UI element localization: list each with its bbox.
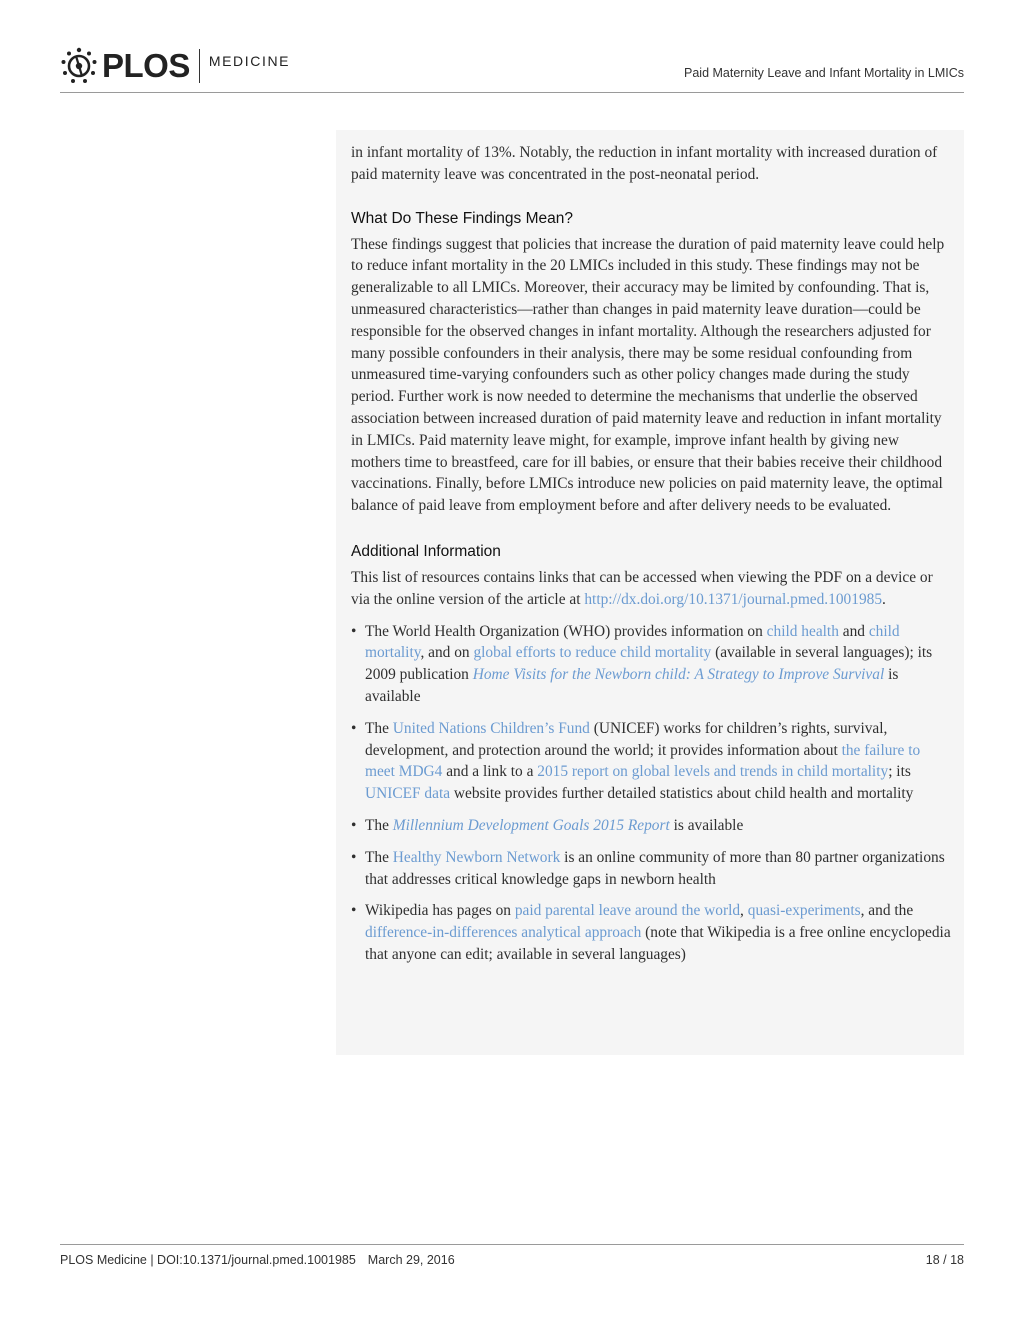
link-unicef-data[interactable]: UNICEF data — [365, 785, 451, 803]
logo-divider — [199, 49, 200, 83]
article-doi-link[interactable]: http://dx.doi.org/10.1371/journal.pmed.1001985 — [584, 590, 883, 608]
footer-journal-doi: PLOS Medicine | DOI:10.1371/journal.pmed.1001985 — [60, 1253, 356, 1267]
resource-text: is an online community of more than 80 partner organizations that addresses critical knowledge gaps in newborn health — [365, 848, 945, 888]
link-child-mortality[interactable]: child mortality — [365, 622, 900, 662]
resource-text: , and on — [420, 644, 474, 662]
resource-text: and — [838, 622, 869, 640]
page-footer — [60, 1244, 964, 1267]
link-healthy-newborn-network[interactable]: Healthy Newborn Network — [392, 848, 561, 866]
running-title: Paid Maternity Leave and Infant Mortality in LMICs — [684, 66, 964, 80]
link-global-efforts[interactable]: global efforts to reduce child mortality — [473, 644, 712, 662]
link-2015-report[interactable]: 2015 report on global levels and trends in child mortality — [537, 763, 889, 781]
resource-item-unicef — [351, 718, 951, 805]
findings-paragraph: These findings suggest that policies that increase the duration of paid maternity leave could help to reduce infant mortality in the 20 LMICs included in this study. These findings may not be generalizable to all LMICs. Moreover, their accuracy may be limited by confounding. That is, unmeasured characteristics—rather than changes in paid maternity leave duration—could be responsible for the observed changes in infant mortality. Although the researchers adjusted for many possible confounders in their analysis, there may be some residual confounding from unmeasured time-varying confounders such as other policy changes made during the study period. Further work is now needed to determine the mechanisms that underlie the observed association between increased duration of paid maternity leave and reduction in infant mortality in LMICs. Paid maternity leave might, for example, improve infant health by giving new mothers time to breastfeed, care for ill babies, or ensure that their babies receive their childhood vaccinations. Finally, before LMICs introduce new policies on paid maternity leave, the optimal balance of paid leave from employment before and after delivery needs to be evaluated. — [351, 235, 945, 515]
resource-text: (note that Wikipedia is a free online encyclopedia that anyone can edit; available in several languages) — [365, 924, 951, 963]
logo-plos-text: PLOS — [102, 47, 190, 84]
resource-text: ; its — [888, 763, 911, 781]
resource-text: The — [365, 719, 393, 737]
bullet-icon: • — [351, 848, 357, 866]
resource-text: is available — [365, 666, 899, 705]
summary-content — [351, 142, 951, 976]
footer-citation — [60, 1253, 455, 1267]
link-paid-parental-leave[interactable]: paid parental leave around the world — [514, 902, 741, 920]
link-unicef[interactable]: United Nations Children’s Fund — [392, 719, 590, 737]
link-child-health[interactable]: child health — [766, 622, 839, 640]
resource-item-hnn — [351, 847, 951, 891]
resource-text: website provides further detailed statistics about child health and mortality — [450, 785, 914, 803]
intro-paragraph: in infant mortality of 13%. Notably, the reduction in infant mortality with increased duration of paid maternity leave was concentrated in the post-neonatal period. — [351, 144, 938, 183]
link-mdg-2015-report[interactable]: Millennium Development Goals 2015 Report — [392, 816, 670, 834]
bullet-icon: • — [351, 622, 357, 640]
resource-text: The — [365, 816, 393, 834]
footer-date: March 29, 2016 — [367, 1253, 455, 1267]
resource-text: is available — [669, 816, 744, 834]
logo-journal-name: MEDICINE — [208, 53, 291, 69]
resource-text: (UNICEF) works for children’s rights, survival, development, and protection around the world; it provides information about — [365, 719, 888, 759]
resource-text: The — [365, 848, 393, 866]
resource-text: (available in several languages); its 2009 publication — [365, 644, 933, 684]
resource-item-who — [351, 621, 951, 708]
resource-list — [351, 621, 951, 966]
resource-item-mdg — [351, 815, 951, 837]
resource-text: Wikipedia has pages on — [365, 902, 515, 920]
link-failure-mdg4[interactable]: the failure to meet MDG4 — [365, 741, 921, 781]
additional-info-intro — [351, 567, 951, 611]
page-number: 18 / 18 — [925, 1253, 964, 1267]
bullet-icon: • — [351, 902, 357, 920]
resource-text: The World Health Organization (WHO) provides information on — [365, 622, 767, 640]
resource-text: and a link to a — [442, 763, 538, 781]
resource-text: , and the — [860, 902, 914, 920]
additional-info-intro-end: . — [882, 590, 886, 608]
bullet-icon: • — [351, 816, 357, 834]
page-header — [60, 44, 964, 93]
plos-medicine-logo[interactable] — [60, 46, 290, 86]
link-quasi-experiments[interactable]: quasi-experiments — [747, 902, 861, 920]
link-home-visits-publication[interactable]: Home Visits for the Newborn child: A Strategy to Improve Survival — [472, 666, 885, 684]
additional-info-heading: Additional Information — [351, 542, 501, 560]
resource-item-wikipedia — [351, 900, 951, 965]
plos-globe-icon — [60, 47, 98, 85]
findings-heading: What Do These Findings Mean? — [351, 209, 573, 227]
resource-text: , — [740, 902, 748, 920]
additional-info-intro-text: This list of resources contains links that can be accessed when viewing the PDF on a device or via the online version of the article at — [351, 568, 933, 608]
link-difference-in-differences[interactable]: difference-in-differences analytical approach — [365, 924, 642, 942]
bullet-icon: • — [351, 719, 357, 737]
